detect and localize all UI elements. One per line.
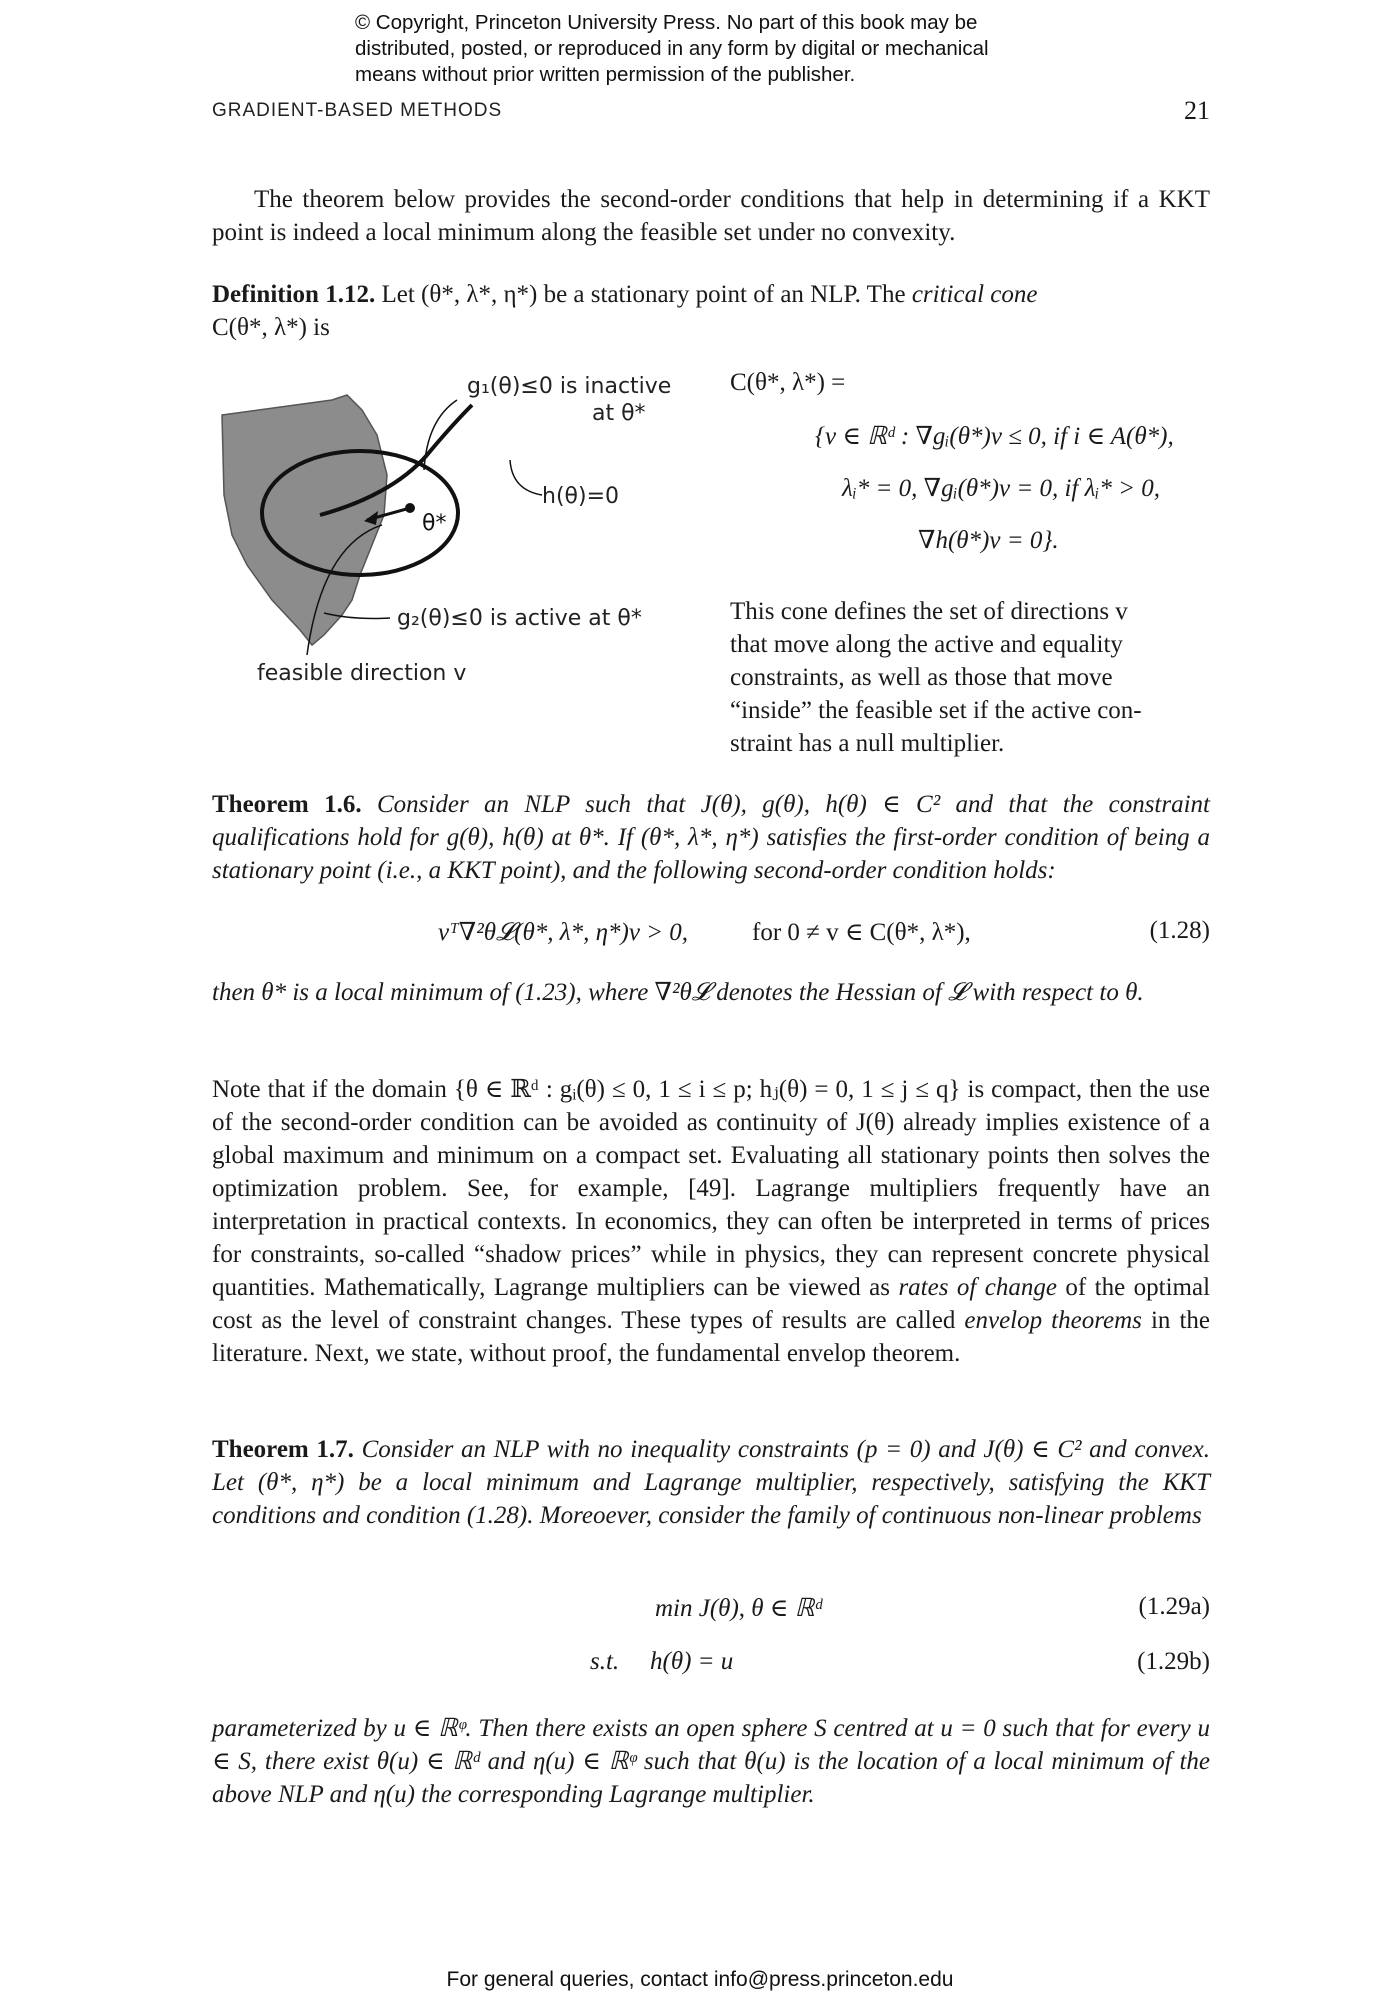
running-head: GRADIENT-BASED METHODS bbox=[212, 100, 503, 121]
leader-h bbox=[510, 460, 542, 495]
cone-desc-2: that move along the active and equality bbox=[730, 631, 1123, 658]
note-end: in the literature. Next, we state, without proof, the fundamental envelop theorem. bbox=[212, 1307, 1211, 1367]
equation-number-1-29a: (1.29a) bbox=[1138, 1593, 1210, 1620]
equation-number-1-28: (1.28) bbox=[1149, 917, 1210, 944]
feasible-set-figure bbox=[212, 365, 722, 705]
theorem-1-7-text: Consider an NLP with no inequality constraints (p = 0) and J(θ) ∈ C² and convex. Let (θ*, η*) be a local minimum and Lagrange multiplier, respectively, satisfying the KKT conditions and condition (1.28). Moreoever, consider the family of continuous non-linear problems bbox=[212, 1436, 1211, 1529]
note-rates-of-change: rates of change bbox=[898, 1274, 1057, 1301]
cone-line-1: {v ∈ ℝᵈ : ∇gᵢ(θ*)v ≤ 0, if i ∈ A(θ*), bbox=[815, 423, 1174, 450]
equation-number-1-29b: (1.29b) bbox=[1137, 1648, 1210, 1675]
footer-contact: For general queries, contact info@press.princeton.edu bbox=[446, 1968, 954, 1991]
theorem-1-7 bbox=[212, 1433, 1210, 1532]
cone-description bbox=[730, 595, 1142, 760]
note-mid: of the optimal cost as the level of constraint changes. These types of results are called bbox=[212, 1274, 1211, 1334]
copyright-notice bbox=[355, 10, 1115, 88]
intro-paragraph: The theorem below provides the second-order conditions that help in determining if a KKT point is indeed a local minimum along the feasible set under no convexity. bbox=[212, 186, 1210, 246]
leader-g1 bbox=[424, 400, 457, 470]
equation-1-28: vᵀ∇²θ𝓛(θ*, λ*, η*)v > 0, bbox=[438, 919, 689, 946]
cone-desc-3: constraints, as well as those that move bbox=[730, 664, 1113, 691]
label-theta-star: θ* bbox=[422, 511, 447, 536]
label-g1: g₁(θ)≤0 is inactive bbox=[467, 374, 672, 399]
cone-desc-1: This cone defines the set of directions v bbox=[730, 598, 1128, 625]
equation-1-29b-st: s.t. bbox=[590, 1648, 620, 1675]
label-g1-at: at θ* bbox=[592, 401, 646, 426]
copyright-line-3: means without prior written permission of the publisher. bbox=[355, 63, 856, 86]
theorem-1-6 bbox=[212, 788, 1210, 887]
optimum-point bbox=[405, 503, 415, 513]
label-h: h(θ)=0 bbox=[542, 484, 619, 509]
theorem-1-7-label: Theorem 1.7. bbox=[212, 1436, 354, 1463]
label-direction: feasible direction v bbox=[257, 661, 467, 686]
theorem-1-7-conclusion: parameterized by u ∈ ℝᵠ. Then there exists an open sphere S centred at u = 0 such that for every u ∈ S, there exist θ(u) ∈ ℝᵈ and η(u) ∈ ℝᵠ such that θ(u) is the location of a local minimum of the above NLP and η(u) the corresponding Lagrange multiplier. bbox=[212, 1715, 1210, 1808]
definition-text-a: Let (θ*, λ*, η*) be a stationary point of an NLP. The bbox=[381, 281, 906, 308]
label-g2: g₂(θ)≤0 is active at θ* bbox=[397, 606, 642, 631]
cone-line-3: ∇h(θ*)v = 0}. bbox=[918, 527, 1059, 554]
equation-1-29a: min J(θ), θ ∈ ℝᵈ bbox=[655, 1595, 823, 1622]
definition-1-12 bbox=[212, 278, 1210, 344]
definition-term: critical cone bbox=[911, 281, 1038, 308]
cone-desc-4: “inside” the feasible set if the active con- bbox=[730, 697, 1142, 724]
page-number: 21 bbox=[1184, 96, 1210, 125]
feasible-region bbox=[222, 395, 387, 645]
copyright-line-2: distributed, posted, or reproduced in any form by digital or mechanical bbox=[355, 37, 989, 60]
equation-1-28-condition: for 0 ≠ v ∈ C(θ*, λ*), bbox=[752, 919, 971, 946]
cone-desc-5: straint has a null multiplier. bbox=[730, 730, 1005, 757]
note-paragraph bbox=[212, 1073, 1210, 1370]
copyright-line-1: © Copyright, Princeton University Press. No part of this book may be bbox=[355, 11, 978, 34]
equation-1-29b: h(θ) = u bbox=[650, 1648, 734, 1675]
theorem-1-6-label: Theorem 1.6. bbox=[212, 791, 362, 818]
definition-label: Definition 1.12. bbox=[212, 281, 376, 308]
definition-text-b: C(θ*, λ*) is bbox=[212, 314, 330, 341]
cone-lhs: C(θ*, λ*) = bbox=[730, 369, 846, 396]
theorem-1-6-conclusion: then θ* is a local minimum of (1.23), where ∇²θ𝓛 denotes the Hessian of 𝓛 with respect to θ. bbox=[212, 979, 1144, 1006]
note-text: Note that if the domain {θ ∈ ℝᵈ : gᵢ(θ) ≤ 0, 1 ≤ i ≤ p; hⱼ(θ) = 0, 1 ≤ j ≤ q} is compact, then the use of the second-order condition can be avoided as continuity of J(θ) already implies existence of a global maximum and minimum on a compact set. Evaluating all stationary points then solves the optimization problem. See, for example, [49]. Lagrange multipliers frequently have an interpretation in practical contexts. In economics, they can often be interpreted in terms of prices for constraints, so-called “shadow prices” while in physics, they can represent concrete physical quantities. Mathematically, Lagrange multipliers can be viewed as bbox=[212, 1076, 1210, 1301]
note-envelop-theorems: envelop theorems bbox=[964, 1307, 1142, 1334]
theorem-1-6-text: Consider an NLP such that J(θ), g(θ), h(θ) ∈ C² and that the constraint qualifications hold for g(θ), h(θ) at θ*. If (θ*, λ*, η*) satisfies the first-order condition of being a stationary point (i.e., a KKT point), and the following second-order condition holds: bbox=[212, 791, 1210, 884]
cone-line-2: λᵢ* = 0, ∇gᵢ(θ*)v = 0, if λᵢ* > 0, bbox=[842, 475, 1161, 502]
